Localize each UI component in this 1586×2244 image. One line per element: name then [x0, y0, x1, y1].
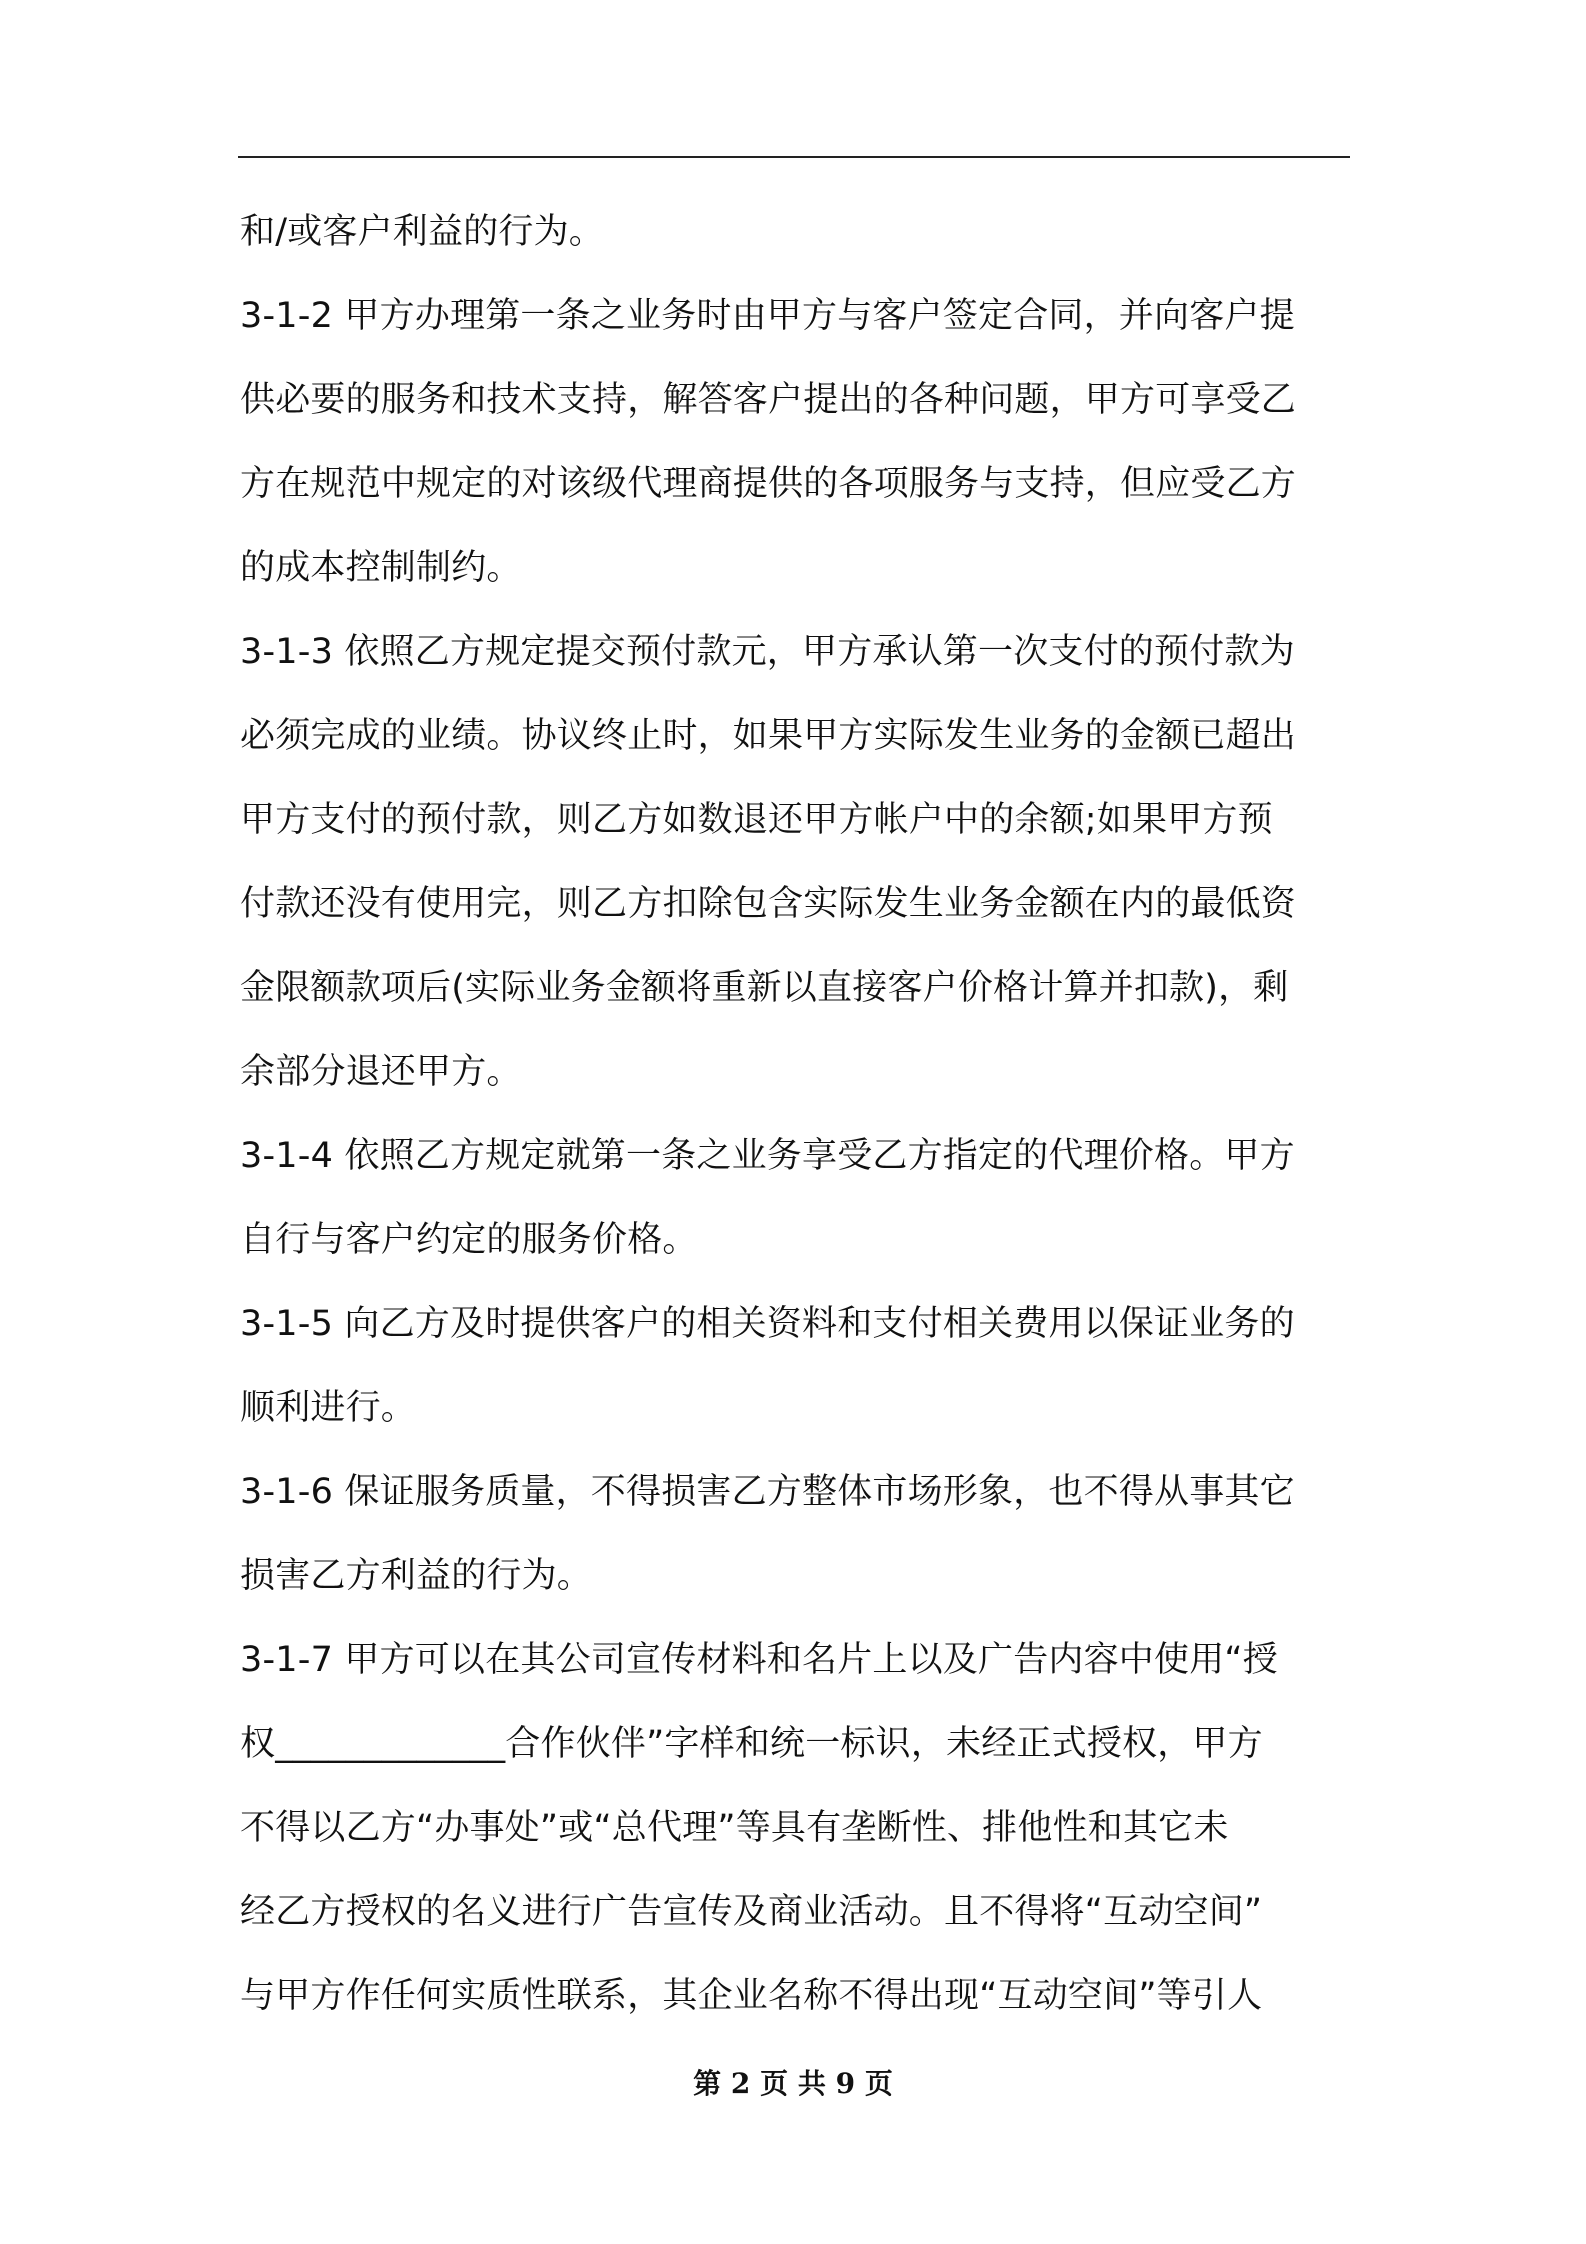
header-rule	[238, 156, 1350, 158]
text-line: 自行与客户约定的服务价格。	[240, 1220, 698, 1260]
text-line: 3-1-3 依照乙方规定提交预付款元，甲方承认第一次支付的预付款为	[240, 632, 1295, 672]
text-line: 3-1-2 甲方办理第一条之业务时由甲方与客户签定合同，并向客户提	[240, 296, 1295, 336]
text-line: 付款还没有使用完，则乙方扣除包含实际发生业务金额在内的最低资	[240, 884, 1297, 924]
text-line: 供必要的服务和技术支持，解答客户提出的各种问题，甲方可享受乙	[240, 380, 1297, 420]
text-line: 的成本控制制约。	[240, 548, 522, 588]
text-line: 损害乙方利益的行为。	[240, 1556, 593, 1596]
text-line: 不得以乙方“办事处”或“总代理”等具有垄断性、排他性和其它未	[240, 1808, 1229, 1848]
text-line: 权_____________合作伙伴”字样和统一标识，未经正式授权，甲方	[240, 1724, 1263, 1764]
text-line: 顺利进行。	[240, 1388, 417, 1428]
text-line: 3-1-6 保证服务质量，不得损害乙方整体市场形象，也不得从事其它	[240, 1472, 1295, 1512]
document-body	[240, 190, 1352, 2038]
text-line: 和/或客户利益的行为。	[240, 212, 604, 252]
text-line: 3-1-4 依照乙方规定就第一条之业务享受乙方指定的代理价格。甲方	[240, 1136, 1295, 1176]
text-line: 金限额款项后(实际业务金额将重新以直接客户价格计算并扣款)，剩	[240, 968, 1289, 1008]
text-line: 方在规范中规定的对该级代理商提供的各项服务与支持，但应受乙方	[240, 464, 1297, 504]
text-line: 3-1-7 甲方可以在其公司宣传材料和名片上以及广告内容中使用“授	[240, 1640, 1278, 1680]
page-number-footer: 第 2 页 共 9 页	[693, 2067, 893, 2100]
text-line: 甲方支付的预付款，则乙方如数退还甲方帐户中的余额;如果甲方预	[240, 800, 1273, 840]
text-line: 经乙方授权的名义进行广告宣传及商业活动。且不得将“互动空间”	[240, 1892, 1263, 1932]
text-line: 必须完成的业绩。协议终止时，如果甲方实际发生业务的金额已超出	[240, 716, 1297, 756]
text-line: 余部分退还甲方。	[240, 1052, 522, 1092]
text-line: 与甲方作任何实质性联系，其企业名称不得出现“互动空间”等引人	[240, 1976, 1263, 2016]
text-line: 3-1-5 向乙方及时提供客户的相关资料和支付相关费用以保证业务的	[240, 1304, 1295, 1344]
